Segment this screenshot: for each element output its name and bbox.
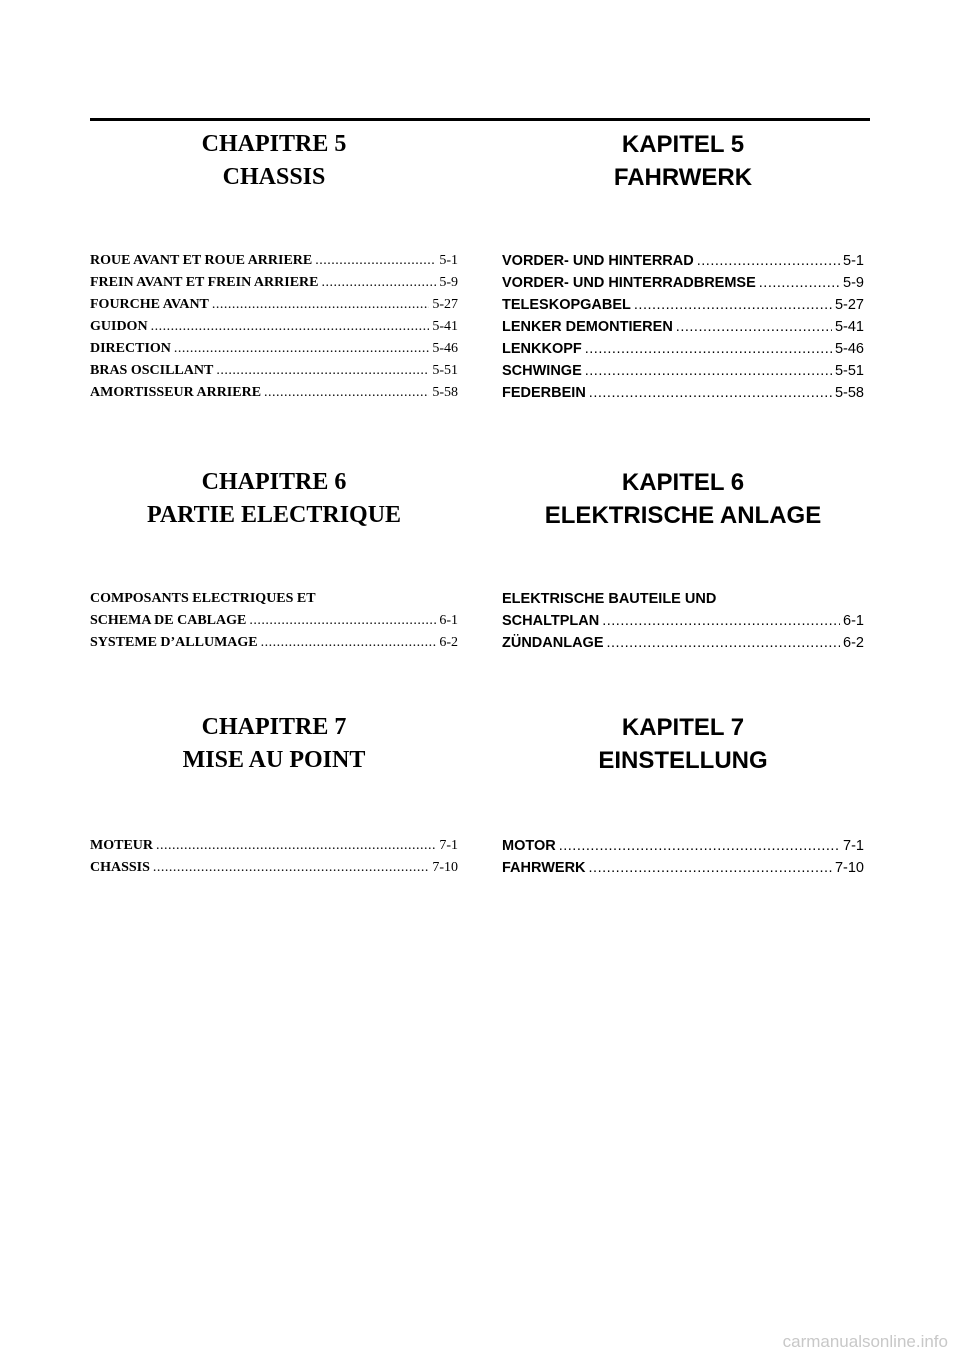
toc-entry[interactable]: GUIDON ..... 5-41 xyxy=(90,316,458,338)
toc-entry[interactable]: VORDER- UND HINTERRAD ..... 5-1 xyxy=(502,250,864,272)
chapter-subtitle: CHASSIS xyxy=(222,164,326,190)
toc-entry[interactable]: ROUE AVANT ET ROUE ARRIERE ..... 5-1 xyxy=(90,250,458,272)
chapter-subtitle: EINSTELLUNG xyxy=(598,747,768,774)
toc-entry[interactable]: FOURCHE AVANT ..... 5-27 xyxy=(90,294,458,316)
chapter-subtitle: MISE AU POINT xyxy=(182,747,366,773)
chapter-5-toc-fr xyxy=(90,250,458,404)
chapter-5-toc-de xyxy=(502,250,864,404)
chapter-title: KAPITEL 6 xyxy=(621,469,745,496)
chapter-6-toc-fr xyxy=(90,588,458,654)
chapter-6-heading-de xyxy=(502,466,864,532)
toc-entry[interactable]: SCHALTPLAN ..... 6-1 xyxy=(502,610,864,632)
chapter-subtitle: FAHRWERK xyxy=(613,164,753,191)
toc-entry-first-line[interactable]: ELEKTRISCHE BAUTEILE UND xyxy=(502,591,717,607)
chapter-7-toc-de xyxy=(502,835,864,879)
chapter-7-heading-fr xyxy=(90,711,458,777)
top-rule xyxy=(90,118,870,121)
chapter-7-heading-de xyxy=(502,711,864,777)
toc-entry[interactable]: AMORTISSEUR ARRIERE ..... 5-58 xyxy=(90,382,458,404)
toc-entry[interactable]: FEDERBEIN ..... 5-58 xyxy=(502,382,864,404)
toc-entry[interactable]: SCHEMA DE CABLAGE ..... 6-1 xyxy=(90,610,458,632)
watermark: carmanualsonline.info xyxy=(782,1332,948,1351)
toc-entry[interactable]: MOTOR ..... 7-1 xyxy=(502,835,864,857)
chapter-title: KAPITEL 5 xyxy=(621,131,745,158)
chapter-title: KAPITEL 7 xyxy=(621,714,745,741)
toc-entry[interactable]: LENKKOPF ..... 5-46 xyxy=(502,338,864,360)
toc-entry[interactable]: LENKER DEMONTIEREN ..... 5-41 xyxy=(502,316,864,338)
toc-entry[interactable]: SCHWINGE ..... 5-51 xyxy=(502,360,864,382)
chapter-7-toc-fr xyxy=(90,835,458,879)
chapter-5-heading-de xyxy=(502,128,864,194)
toc-entry[interactable]: SYSTEME D’ALLUMAGE ..... 6-2 xyxy=(90,632,458,654)
chapter-6-toc-de xyxy=(502,588,864,654)
toc-entry[interactable]: ZÜNDANLAGE ..... 6-2 xyxy=(502,632,864,654)
toc-entry[interactable]: BRAS OSCILLANT ..... 5-51 xyxy=(90,360,458,382)
toc-entry[interactable]: CHASSIS ..... 7-10 xyxy=(90,857,458,879)
chapter-5-heading-fr xyxy=(90,128,458,194)
toc-entry[interactable]: TELESKOPGABEL ..... 5-27 xyxy=(502,294,864,316)
chapter-title: CHAPITRE 6 xyxy=(201,469,347,495)
toc-entry[interactable]: DIRECTION ..... 5-46 xyxy=(90,338,458,360)
toc-entry[interactable]: FAHRWERK ..... 7-10 xyxy=(502,857,864,879)
chapter-6-heading-fr xyxy=(90,466,458,532)
chapter-subtitle: ELEKTRISCHE ANLAGE xyxy=(544,502,822,529)
toc-entry[interactable]: VORDER- UND HINTERRADBREMSE ..... 5-9 xyxy=(502,272,864,294)
toc-entry[interactable]: MOTEUR ..... 7-1 xyxy=(90,835,458,857)
toc-entry-first-line[interactable]: COMPOSANTS ELECTRIQUES ET xyxy=(90,591,316,606)
chapter-subtitle: PARTIE ELECTRIQUE xyxy=(146,502,402,528)
chapter-title: CHAPITRE 5 xyxy=(201,131,347,157)
chapter-title: CHAPITRE 7 xyxy=(201,714,347,740)
toc-entry[interactable]: FREIN AVANT ET FREIN ARRIERE ..... 5-9 xyxy=(90,272,458,294)
